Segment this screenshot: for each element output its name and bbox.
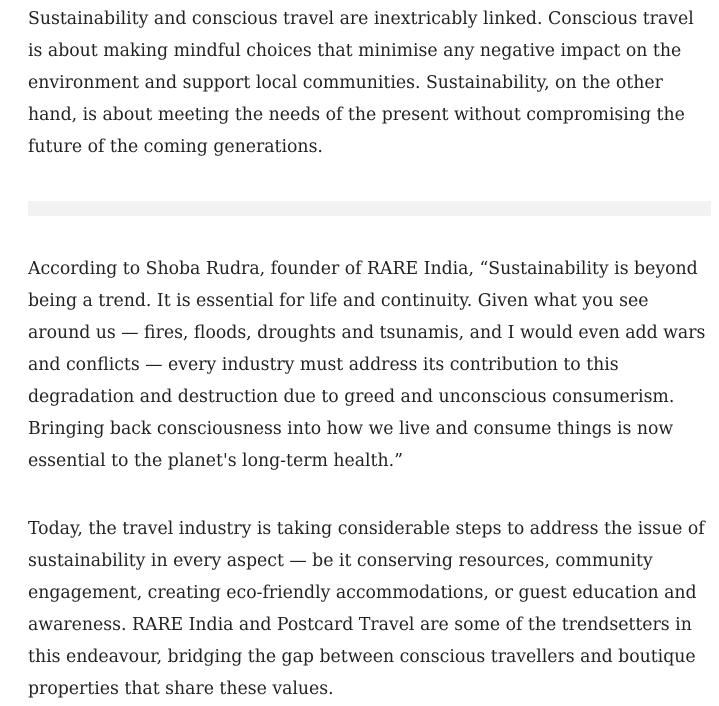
ad-placeholder-divider bbox=[28, 201, 711, 216]
article-paragraph-3: Today, the travel industry is taking considerable steps to address the issue of sustainability in every aspect — be it conserving resources, community engagement, creating eco-friendly accommodations, or guest education and awareness. RARE India and Postcard Travel are some of the trendsetters in this endeavour, bridging the gap between conscious travellers and boutique properties that share these values. bbox=[28, 519, 705, 699]
article-paragraph-2: According to Shoba Rudra, founder of RARE India, “Sustainability is beyond being a trend. It is essential for life and continuity. Given what you see around us — fires, floods, droughts and tsunamis, and I would even add wars and conflicts — every industry must address its contribution to this degradation and destruction due to greed and unconscious consumerism. Bringing back consciousness into how we live and consume things is now essential to the planet's long-term health.” bbox=[28, 259, 706, 471]
article-paragraph-1: Sustainability and conscious travel are inextricably linked. Conscious travel is about making mindful choices that minimise any negative impact on the environment and support local communities. Sustainability, on the other hand, is about meeting the needs of the present without compromising the future of the coming generations. bbox=[28, 9, 694, 157]
